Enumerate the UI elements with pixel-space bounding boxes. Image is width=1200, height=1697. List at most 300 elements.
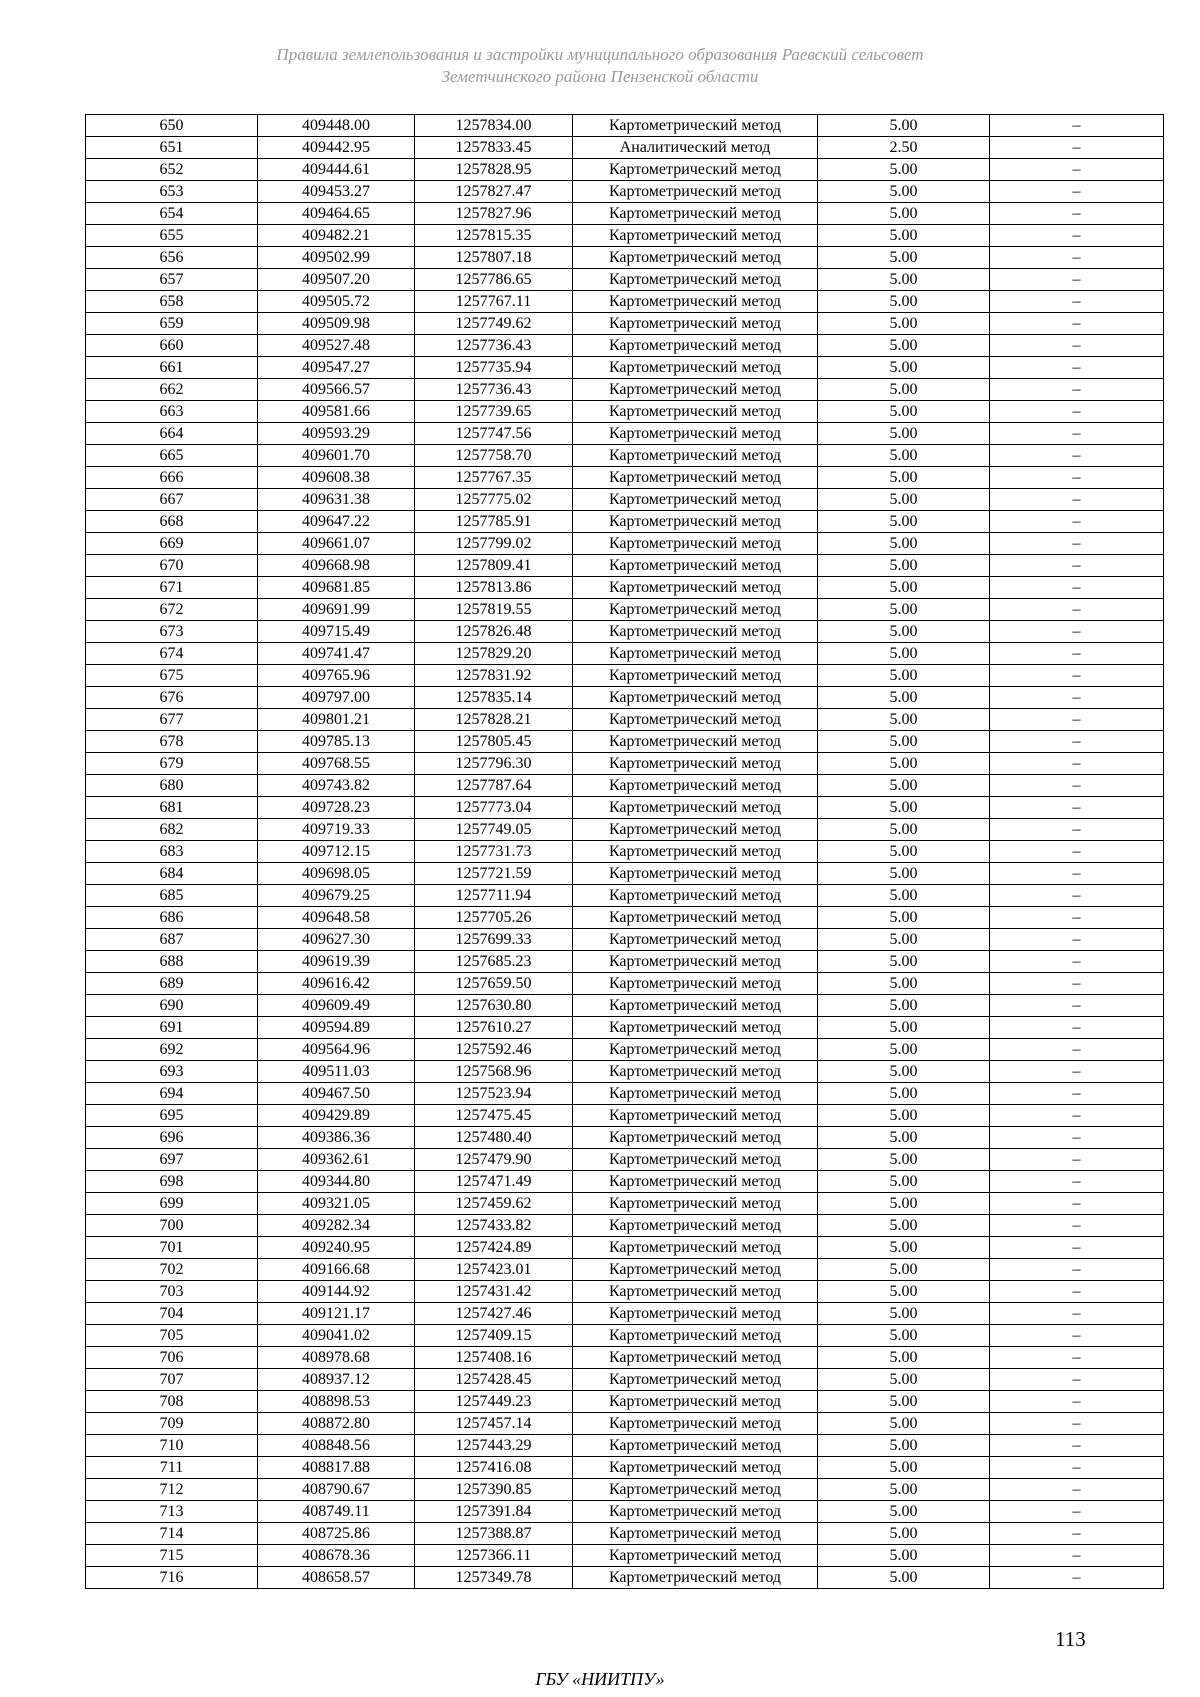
y-coordinate-cell: 1257815.35 [415, 225, 573, 247]
point-number-cell: 681 [86, 797, 258, 819]
point-number-cell: 703 [86, 1281, 258, 1303]
point-number-cell: 652 [86, 159, 258, 181]
method-cell: Картометрический метод [573, 1215, 818, 1237]
method-cell: Картометрический метод [573, 115, 818, 137]
accuracy-cell: 5.00 [818, 1303, 990, 1325]
table-row [86, 1369, 1164, 1391]
table-row [86, 1567, 1164, 1589]
accuracy-cell: 5.00 [818, 995, 990, 1017]
accuracy-cell: 5.00 [818, 863, 990, 885]
table-row [86, 203, 1164, 225]
table-row [86, 907, 1164, 929]
x-coordinate-cell: 409282.34 [258, 1215, 415, 1237]
method-cell: Картометрический метод [573, 1545, 818, 1567]
y-coordinate-cell: 1257787.64 [415, 775, 573, 797]
method-cell: Картометрический метод [573, 1435, 818, 1457]
x-coordinate-cell: 409601.70 [258, 445, 415, 467]
note-cell: – [990, 1171, 1164, 1193]
x-coordinate-cell: 409647.22 [258, 511, 415, 533]
note-cell: – [990, 577, 1164, 599]
coordinates-table-body [86, 115, 1164, 1589]
method-cell: Картометрический метод [573, 1061, 818, 1083]
method-cell: Аналитический метод [573, 137, 818, 159]
table-row [86, 533, 1164, 555]
note-cell: – [990, 973, 1164, 995]
x-coordinate-cell: 409321.05 [258, 1193, 415, 1215]
point-number-cell: 711 [86, 1457, 258, 1479]
note-cell: – [990, 753, 1164, 775]
y-coordinate-cell: 1257391.84 [415, 1501, 573, 1523]
note-cell: – [990, 643, 1164, 665]
y-coordinate-cell: 1257735.94 [415, 357, 573, 379]
note-cell: – [990, 1479, 1164, 1501]
x-coordinate-cell: 409719.33 [258, 819, 415, 841]
point-number-cell: 679 [86, 753, 258, 775]
point-number-cell: 668 [86, 511, 258, 533]
note-cell: – [990, 1325, 1164, 1347]
table-row [86, 841, 1164, 863]
table-row [86, 445, 1164, 467]
method-cell: Картометрический метод [573, 1105, 818, 1127]
y-coordinate-cell: 1257523.94 [415, 1083, 573, 1105]
point-number-cell: 698 [86, 1171, 258, 1193]
table-row [86, 753, 1164, 775]
method-cell: Картометрический метод [573, 775, 818, 797]
accuracy-cell: 5.00 [818, 1501, 990, 1523]
note-cell: – [990, 1457, 1164, 1479]
y-coordinate-cell: 1257828.95 [415, 159, 573, 181]
y-coordinate-cell: 1257835.14 [415, 687, 573, 709]
method-cell: Картометрический метод [573, 1303, 818, 1325]
y-coordinate-cell: 1257819.55 [415, 599, 573, 621]
accuracy-cell: 5.00 [818, 1193, 990, 1215]
accuracy-cell: 5.00 [818, 797, 990, 819]
note-cell: – [990, 1017, 1164, 1039]
accuracy-cell: 5.00 [818, 401, 990, 423]
table-row [86, 731, 1164, 753]
y-coordinate-cell: 1257471.49 [415, 1171, 573, 1193]
method-cell: Картометрический метод [573, 621, 818, 643]
note-cell: – [990, 885, 1164, 907]
point-number-cell: 712 [86, 1479, 258, 1501]
y-coordinate-cell: 1257705.26 [415, 907, 573, 929]
note-cell: – [990, 401, 1164, 423]
table-row [86, 1523, 1164, 1545]
point-number-cell: 676 [86, 687, 258, 709]
method-cell: Картометрический метод [573, 1347, 818, 1369]
method-cell: Картометрический метод [573, 313, 818, 335]
note-cell: – [990, 1039, 1164, 1061]
method-cell: Картометрический метод [573, 269, 818, 291]
method-cell: Картометрический метод [573, 1149, 818, 1171]
y-coordinate-cell: 1257568.96 [415, 1061, 573, 1083]
note-cell: – [990, 709, 1164, 731]
y-coordinate-cell: 1257827.96 [415, 203, 573, 225]
method-cell: Картометрический метод [573, 995, 818, 1017]
method-cell: Картометрический метод [573, 203, 818, 225]
note-cell: – [990, 1259, 1164, 1281]
accuracy-cell: 5.00 [818, 643, 990, 665]
method-cell: Картометрический метод [573, 929, 818, 951]
y-coordinate-cell: 1257775.02 [415, 489, 573, 511]
point-number-cell: 672 [86, 599, 258, 621]
method-cell: Картометрический метод [573, 907, 818, 929]
note-cell: – [990, 687, 1164, 709]
x-coordinate-cell: 409362.61 [258, 1149, 415, 1171]
table-row [86, 797, 1164, 819]
point-number-cell: 660 [86, 335, 258, 357]
accuracy-cell: 5.00 [818, 1061, 990, 1083]
table-row [86, 863, 1164, 885]
table-row [86, 775, 1164, 797]
table-row [86, 577, 1164, 599]
accuracy-cell: 5.00 [818, 291, 990, 313]
table-row [86, 511, 1164, 533]
note-cell: – [990, 1061, 1164, 1083]
table-row [86, 1281, 1164, 1303]
table-row [86, 1127, 1164, 1149]
point-number-cell: 654 [86, 203, 258, 225]
accuracy-cell: 5.00 [818, 445, 990, 467]
note-cell: – [990, 863, 1164, 885]
note-cell: – [990, 1083, 1164, 1105]
accuracy-cell: 5.00 [818, 1567, 990, 1589]
method-cell: Картометрический метод [573, 819, 818, 841]
accuracy-cell: 5.00 [818, 1237, 990, 1259]
table-row [86, 1083, 1164, 1105]
table-row [86, 159, 1164, 181]
document-footer: ГБУ «НИИТПУ» [535, 1669, 665, 1689]
x-coordinate-cell: 409698.05 [258, 863, 415, 885]
x-coordinate-cell: 409593.29 [258, 423, 415, 445]
x-coordinate-cell: 409768.55 [258, 753, 415, 775]
note-cell: – [990, 1545, 1164, 1567]
table-row [86, 885, 1164, 907]
accuracy-cell: 5.00 [818, 577, 990, 599]
table-row [86, 137, 1164, 159]
method-cell: Картометрический метод [573, 379, 818, 401]
y-coordinate-cell: 1257711.94 [415, 885, 573, 907]
table-row [86, 1061, 1164, 1083]
method-cell: Картометрический метод [573, 225, 818, 247]
table-row [86, 709, 1164, 731]
table-row [86, 599, 1164, 621]
accuracy-cell: 5.00 [818, 841, 990, 863]
note-cell: – [990, 511, 1164, 533]
point-number-cell: 710 [86, 1435, 258, 1457]
note-cell: – [990, 665, 1164, 687]
point-number-cell: 691 [86, 1017, 258, 1039]
note-cell: – [990, 1127, 1164, 1149]
note-cell: – [990, 1435, 1164, 1457]
x-coordinate-cell: 409648.58 [258, 907, 415, 929]
x-coordinate-cell: 409453.27 [258, 181, 415, 203]
x-coordinate-cell: 408937.12 [258, 1369, 415, 1391]
y-coordinate-cell: 1257449.23 [415, 1391, 573, 1413]
y-coordinate-cell: 1257699.33 [415, 929, 573, 951]
method-cell: Картометрический метод [573, 797, 818, 819]
method-cell: Картометрический метод [573, 423, 818, 445]
point-number-cell: 680 [86, 775, 258, 797]
accuracy-cell: 5.00 [818, 533, 990, 555]
accuracy-cell: 5.00 [818, 1479, 990, 1501]
x-coordinate-cell: 408898.53 [258, 1391, 415, 1413]
point-number-cell: 662 [86, 379, 258, 401]
point-number-cell: 699 [86, 1193, 258, 1215]
accuracy-cell: 5.00 [818, 1523, 990, 1545]
table-row [86, 247, 1164, 269]
note-cell: – [990, 775, 1164, 797]
table-row [86, 643, 1164, 665]
x-coordinate-cell: 408978.68 [258, 1347, 415, 1369]
y-coordinate-cell: 1257805.45 [415, 731, 573, 753]
x-coordinate-cell: 409566.57 [258, 379, 415, 401]
y-coordinate-cell: 1257428.45 [415, 1369, 573, 1391]
table-row [86, 1347, 1164, 1369]
note-cell: – [990, 841, 1164, 863]
accuracy-cell: 5.00 [818, 1127, 990, 1149]
table-row [86, 423, 1164, 445]
note-cell: – [990, 1303, 1164, 1325]
accuracy-cell: 5.00 [818, 1259, 990, 1281]
point-number-cell: 687 [86, 929, 258, 951]
x-coordinate-cell: 408725.86 [258, 1523, 415, 1545]
note-cell: – [990, 1193, 1164, 1215]
x-coordinate-cell: 409616.42 [258, 973, 415, 995]
point-number-cell: 671 [86, 577, 258, 599]
point-number-cell: 704 [86, 1303, 258, 1325]
x-coordinate-cell: 409507.20 [258, 269, 415, 291]
note-cell: – [990, 357, 1164, 379]
x-coordinate-cell: 409619.39 [258, 951, 415, 973]
x-coordinate-cell: 409121.17 [258, 1303, 415, 1325]
method-cell: Картометрический метод [573, 181, 818, 203]
note-cell: – [990, 247, 1164, 269]
point-number-cell: 700 [86, 1215, 258, 1237]
note-cell: – [990, 1105, 1164, 1127]
accuracy-cell: 5.00 [818, 511, 990, 533]
y-coordinate-cell: 1257592.46 [415, 1039, 573, 1061]
point-number-cell: 695 [86, 1105, 258, 1127]
table-row [86, 1413, 1164, 1435]
y-coordinate-cell: 1257739.65 [415, 401, 573, 423]
accuracy-cell: 5.00 [818, 247, 990, 269]
point-number-cell: 674 [86, 643, 258, 665]
method-cell: Картометрический метод [573, 1567, 818, 1589]
table-row [86, 995, 1164, 1017]
x-coordinate-cell: 409564.96 [258, 1039, 415, 1061]
method-cell: Картометрический метод [573, 1413, 818, 1435]
y-coordinate-cell: 1257427.46 [415, 1303, 573, 1325]
x-coordinate-cell: 409527.48 [258, 335, 415, 357]
y-coordinate-cell: 1257799.02 [415, 533, 573, 555]
point-number-cell: 692 [86, 1039, 258, 1061]
x-coordinate-cell: 409505.72 [258, 291, 415, 313]
method-cell: Картометрический метод [573, 643, 818, 665]
accuracy-cell: 5.00 [818, 885, 990, 907]
table-row [86, 489, 1164, 511]
point-number-cell: 715 [86, 1545, 258, 1567]
point-number-cell: 659 [86, 313, 258, 335]
point-number-cell: 653 [86, 181, 258, 203]
note-cell: – [990, 181, 1164, 203]
point-number-cell: 665 [86, 445, 258, 467]
method-cell: Картометрический метод [573, 1501, 818, 1523]
x-coordinate-cell: 409691.99 [258, 599, 415, 621]
x-coordinate-cell: 409386.36 [258, 1127, 415, 1149]
method-cell: Картометрический метод [573, 1083, 818, 1105]
table-row [86, 1105, 1164, 1127]
y-coordinate-cell: 1257834.00 [415, 115, 573, 137]
table-row [86, 1325, 1164, 1347]
y-coordinate-cell: 1257813.86 [415, 577, 573, 599]
method-cell: Картометрический метод [573, 1457, 818, 1479]
accuracy-cell: 5.00 [818, 687, 990, 709]
accuracy-cell: 5.00 [818, 1215, 990, 1237]
x-coordinate-cell: 409681.85 [258, 577, 415, 599]
y-coordinate-cell: 1257610.27 [415, 1017, 573, 1039]
x-coordinate-cell: 409785.13 [258, 731, 415, 753]
method-cell: Картометрический метод [573, 1127, 818, 1149]
note-cell: – [990, 313, 1164, 335]
table-row [86, 291, 1164, 313]
point-number-cell: 697 [86, 1149, 258, 1171]
y-coordinate-cell: 1257831.92 [415, 665, 573, 687]
y-coordinate-cell: 1257659.50 [415, 973, 573, 995]
accuracy-cell: 5.00 [818, 951, 990, 973]
x-coordinate-cell: 408790.67 [258, 1479, 415, 1501]
x-coordinate-cell: 409797.00 [258, 687, 415, 709]
x-coordinate-cell: 409448.00 [258, 115, 415, 137]
y-coordinate-cell: 1257747.56 [415, 423, 573, 445]
accuracy-cell: 5.00 [818, 335, 990, 357]
table-row [86, 687, 1164, 709]
method-cell: Картометрический метод [573, 1017, 818, 1039]
method-cell: Картометрический метод [573, 1259, 818, 1281]
note-cell: – [990, 1501, 1164, 1523]
y-coordinate-cell: 1257479.90 [415, 1149, 573, 1171]
note-cell: – [990, 423, 1164, 445]
y-coordinate-cell: 1257408.16 [415, 1347, 573, 1369]
point-number-cell: 664 [86, 423, 258, 445]
note-cell: – [990, 621, 1164, 643]
table-row [86, 1259, 1164, 1281]
page-number: 113 [1055, 1627, 1086, 1651]
method-cell: Картометрический метод [573, 1281, 818, 1303]
note-cell: – [990, 203, 1164, 225]
x-coordinate-cell: 409627.30 [258, 929, 415, 951]
y-coordinate-cell: 1257457.14 [415, 1413, 573, 1435]
table-row [86, 1457, 1164, 1479]
point-number-cell: 707 [86, 1369, 258, 1391]
method-cell: Картометрический метод [573, 841, 818, 863]
y-coordinate-cell: 1257349.78 [415, 1567, 573, 1589]
note-cell: – [990, 269, 1164, 291]
x-coordinate-cell: 409712.15 [258, 841, 415, 863]
document-header [0, 44, 1200, 88]
note-cell: – [990, 951, 1164, 973]
point-number-cell: 689 [86, 973, 258, 995]
note-cell: – [990, 1237, 1164, 1259]
accuracy-cell: 5.00 [818, 973, 990, 995]
method-cell: Картометрический метод [573, 731, 818, 753]
point-number-cell: 678 [86, 731, 258, 753]
method-cell: Картометрический метод [573, 1237, 818, 1259]
accuracy-cell: 5.00 [818, 1545, 990, 1567]
note-cell: – [990, 555, 1164, 577]
note-cell: – [990, 1391, 1164, 1413]
method-cell: Картометрический метод [573, 687, 818, 709]
y-coordinate-cell: 1257785.91 [415, 511, 573, 533]
note-cell: – [990, 819, 1164, 841]
table-row [86, 1237, 1164, 1259]
table-row [86, 401, 1164, 423]
x-coordinate-cell: 409482.21 [258, 225, 415, 247]
point-number-cell: 650 [86, 115, 258, 137]
table-row [86, 269, 1164, 291]
x-coordinate-cell: 409144.92 [258, 1281, 415, 1303]
accuracy-cell: 5.00 [818, 1435, 990, 1457]
x-coordinate-cell: 409608.38 [258, 467, 415, 489]
table-row [86, 379, 1164, 401]
x-coordinate-cell: 409743.82 [258, 775, 415, 797]
y-coordinate-cell: 1257809.41 [415, 555, 573, 577]
table-row [86, 1193, 1164, 1215]
point-number-cell: 713 [86, 1501, 258, 1523]
note-cell: – [990, 1149, 1164, 1171]
y-coordinate-cell: 1257796.30 [415, 753, 573, 775]
method-cell: Картометрический метод [573, 885, 818, 907]
accuracy-cell: 5.00 [818, 1369, 990, 1391]
note-cell: – [990, 929, 1164, 951]
accuracy-cell: 5.00 [818, 929, 990, 951]
y-coordinate-cell: 1257786.65 [415, 269, 573, 291]
y-coordinate-cell: 1257475.45 [415, 1105, 573, 1127]
y-coordinate-cell: 1257807.18 [415, 247, 573, 269]
x-coordinate-cell: 409166.68 [258, 1259, 415, 1281]
y-coordinate-cell: 1257388.87 [415, 1523, 573, 1545]
note-cell: – [990, 731, 1164, 753]
table-row [86, 181, 1164, 203]
y-coordinate-cell: 1257721.59 [415, 863, 573, 885]
note-cell: – [990, 533, 1164, 555]
point-number-cell: 714 [86, 1523, 258, 1545]
x-coordinate-cell: 409467.50 [258, 1083, 415, 1105]
x-coordinate-cell: 409661.07 [258, 533, 415, 555]
point-number-cell: 657 [86, 269, 258, 291]
table-row [86, 1017, 1164, 1039]
x-coordinate-cell: 409429.89 [258, 1105, 415, 1127]
x-coordinate-cell: 409631.38 [258, 489, 415, 511]
x-coordinate-cell: 409344.80 [258, 1171, 415, 1193]
accuracy-cell: 5.00 [818, 1391, 990, 1413]
point-number-cell: 663 [86, 401, 258, 423]
accuracy-cell: 5.00 [818, 907, 990, 929]
y-coordinate-cell: 1257423.01 [415, 1259, 573, 1281]
note-cell: – [990, 291, 1164, 313]
x-coordinate-cell: 408848.56 [258, 1435, 415, 1457]
accuracy-cell: 5.00 [818, 1039, 990, 1061]
x-coordinate-cell: 409547.27 [258, 357, 415, 379]
method-cell: Картометрический метод [573, 555, 818, 577]
table-row [86, 313, 1164, 335]
y-coordinate-cell: 1257767.35 [415, 467, 573, 489]
method-cell: Картометрический метод [573, 357, 818, 379]
note-cell: – [990, 1215, 1164, 1237]
table-row [86, 929, 1164, 951]
accuracy-cell: 5.00 [818, 203, 990, 225]
y-coordinate-cell: 1257685.23 [415, 951, 573, 973]
